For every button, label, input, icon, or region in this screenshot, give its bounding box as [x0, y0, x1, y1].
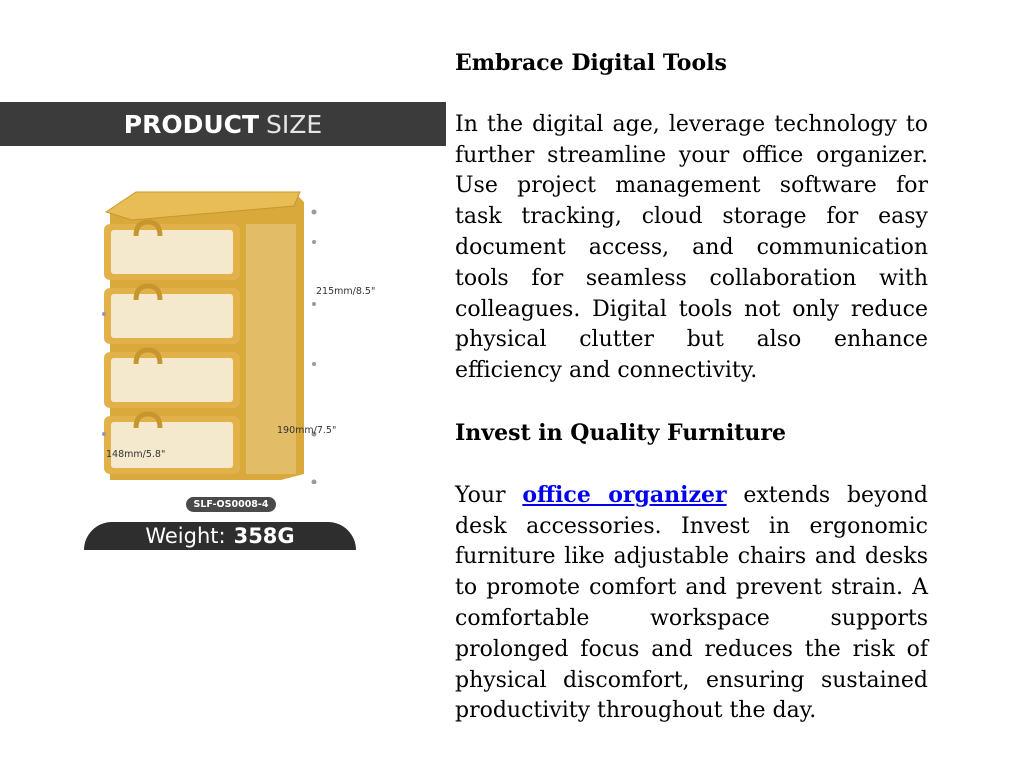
drawer-3 — [104, 350, 240, 408]
product-size-image — [0, 102, 446, 550]
width-dimension: 148mm/5.8" — [106, 449, 166, 460]
drawer-unit-illustration — [96, 184, 326, 484]
height-dimension: 215mm/8.5" — [316, 286, 376, 297]
paragraph-body-text: extends beyond desk accessories. Invest in ergonomic furniture like adjustable chairs and desks to promote comfort and prevent strain. A comfortable workspace supports prolonged focus and reduces the risk of physical discomfort, ensuring sustained productivity throughout the day. — [455, 482, 929, 724]
weight-label: Weight: — [145, 524, 226, 548]
office-organizer-link[interactable]: office organizer — [522, 481, 727, 508]
drawer-4 — [104, 414, 240, 474]
article-body — [455, 48, 928, 758]
section-heading-digital-tools: Embrace Digital Tools — [455, 50, 727, 76]
drawer-1 — [104, 222, 240, 280]
product-size-banner — [0, 102, 446, 146]
banner-bold-text: PRODUCT — [123, 109, 260, 139]
weight-value: 358G — [233, 524, 295, 548]
model-code-badge: SLF-OS0008-4 — [186, 497, 276, 512]
depth-dimension: 190mm/7.5" — [277, 425, 337, 436]
section-paragraph-digital-tools: In the digital age, leverage technology to further streamline your office organizer. Use project management software for task tracking, cloud storage for easy document access, and communication tools for seamless collaboration with colleagues. Digital tools not only reduce physical clutter but also enhance efficiency and connectivity. — [455, 111, 928, 384]
paragraph-intro-word: Your — [455, 482, 506, 508]
drawer-2 — [104, 286, 240, 344]
banner-light-text: SIZE — [266, 109, 323, 139]
section-paragraph-quality-furniture — [455, 480, 928, 727]
section-heading-quality-furniture: Invest in Quality Furniture — [455, 419, 786, 446]
weight-banner — [84, 522, 356, 550]
